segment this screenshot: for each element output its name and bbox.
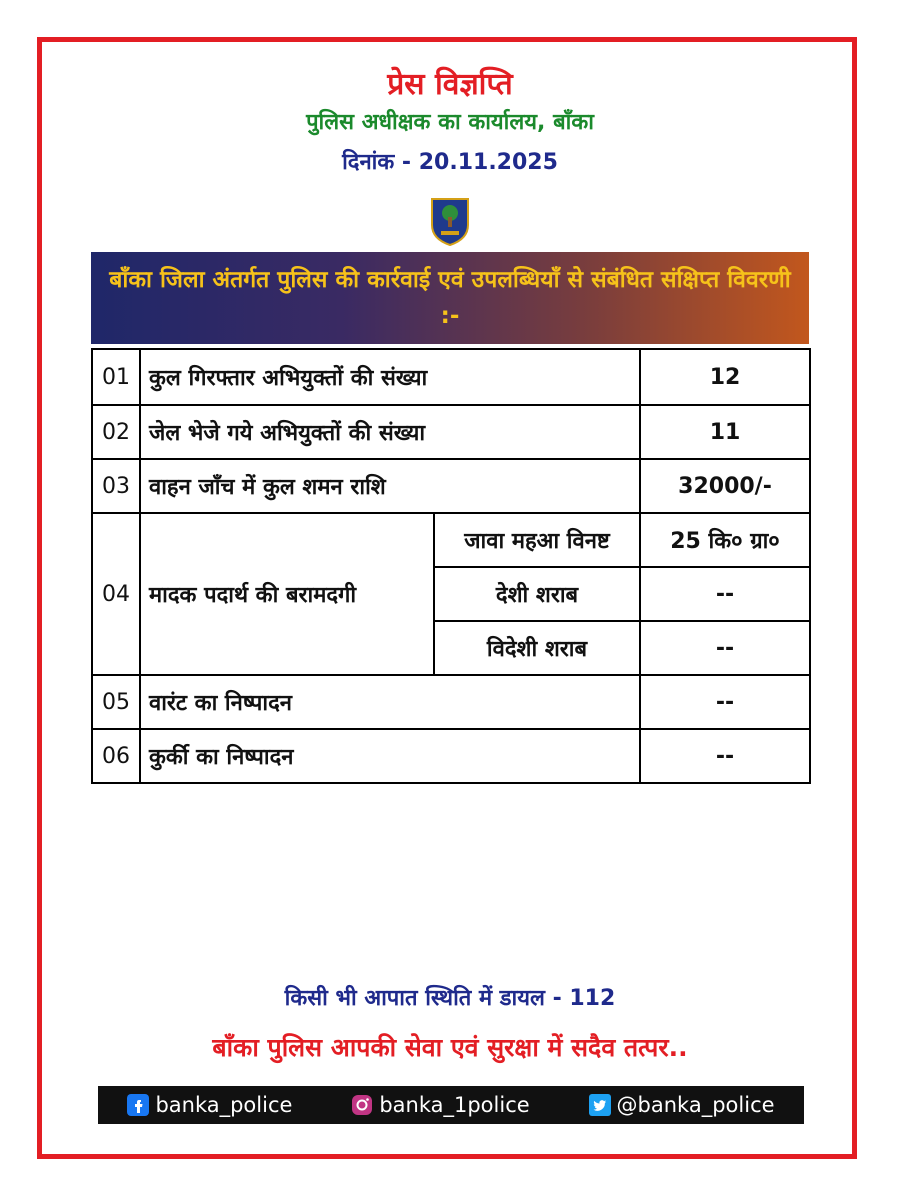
instagram-icon [351,1094,373,1116]
instagram-handle-text: banka_1police [379,1093,530,1117]
instagram-handle[interactable] [351,1093,529,1117]
sub-item-label: जावा महआ विनष्ट [434,513,640,567]
achievements-table [91,348,811,784]
table-row [92,513,810,567]
table-row [92,405,810,459]
bihar-police-logo [423,195,477,249]
row-value: -- [640,729,810,783]
social-media-bar [98,1086,804,1124]
twitter-handle-text: @banka_police [616,1093,775,1117]
emergency-dial-note: किसी भी आपात स्थिति में डायल - 112 [284,986,616,1011]
office-name: पुलिस अधीक्षक का कार्यालय, बाँका [306,110,594,135]
row-value: 12 [640,349,810,405]
sub-item-value: 25 कि० ग्रा० [640,513,810,567]
row-number: 06 [92,729,140,783]
row-label: वारंट का निष्पादन [140,675,640,729]
table-row [92,459,810,513]
sub-item-label: देशी शराब [434,567,640,621]
row-number: 02 [92,405,140,459]
row-value: 11 [640,405,810,459]
row-number: 01 [92,349,140,405]
sub-item-label: विदेशी शराब [434,621,640,675]
summary-banner [91,252,809,344]
row-label: मादक पदार्थ की बरामदगी [140,513,434,675]
facebook-handle-text: banka_police [155,1093,293,1117]
sub-item-value: -- [640,621,810,675]
table-row [92,349,810,405]
row-value: 32000/- [640,459,810,513]
facebook-handle[interactable] [127,1093,292,1117]
banner-text: बाँका जिला अंतर्गत पुलिस की कार्रवाई एवं उपलब्धियाँ से संबंधित संक्षिप्त विवरणी :- [109,267,791,329]
police-tagline: बाँका पुलिस आपकी सेवा एवं सुरक्षा में सदैव तत्पर.. [212,1033,688,1062]
sub-item-value: -- [640,567,810,621]
release-date: दिनांक - 20.11.2025 [342,150,558,175]
row-label: कुर्की का निष्पादन [140,729,640,783]
row-number: 04 [92,513,140,675]
press-release-title: प्रेस विज्ञप्ति [387,67,513,102]
table-row [92,729,810,783]
row-value: -- [640,675,810,729]
facebook-icon [127,1094,149,1116]
row-label: जेल भेजे गये अभियुक्तों की संख्या [140,405,640,459]
row-label: वाहन जाँच में कुल शमन राशि [140,459,640,513]
row-number: 05 [92,675,140,729]
table-row [92,675,810,729]
twitter-icon [589,1094,611,1116]
row-number: 03 [92,459,140,513]
twitter-handle[interactable] [589,1093,775,1117]
row-label: कुल गिरफ्तार अभियुक्तों की संख्या [140,349,640,405]
